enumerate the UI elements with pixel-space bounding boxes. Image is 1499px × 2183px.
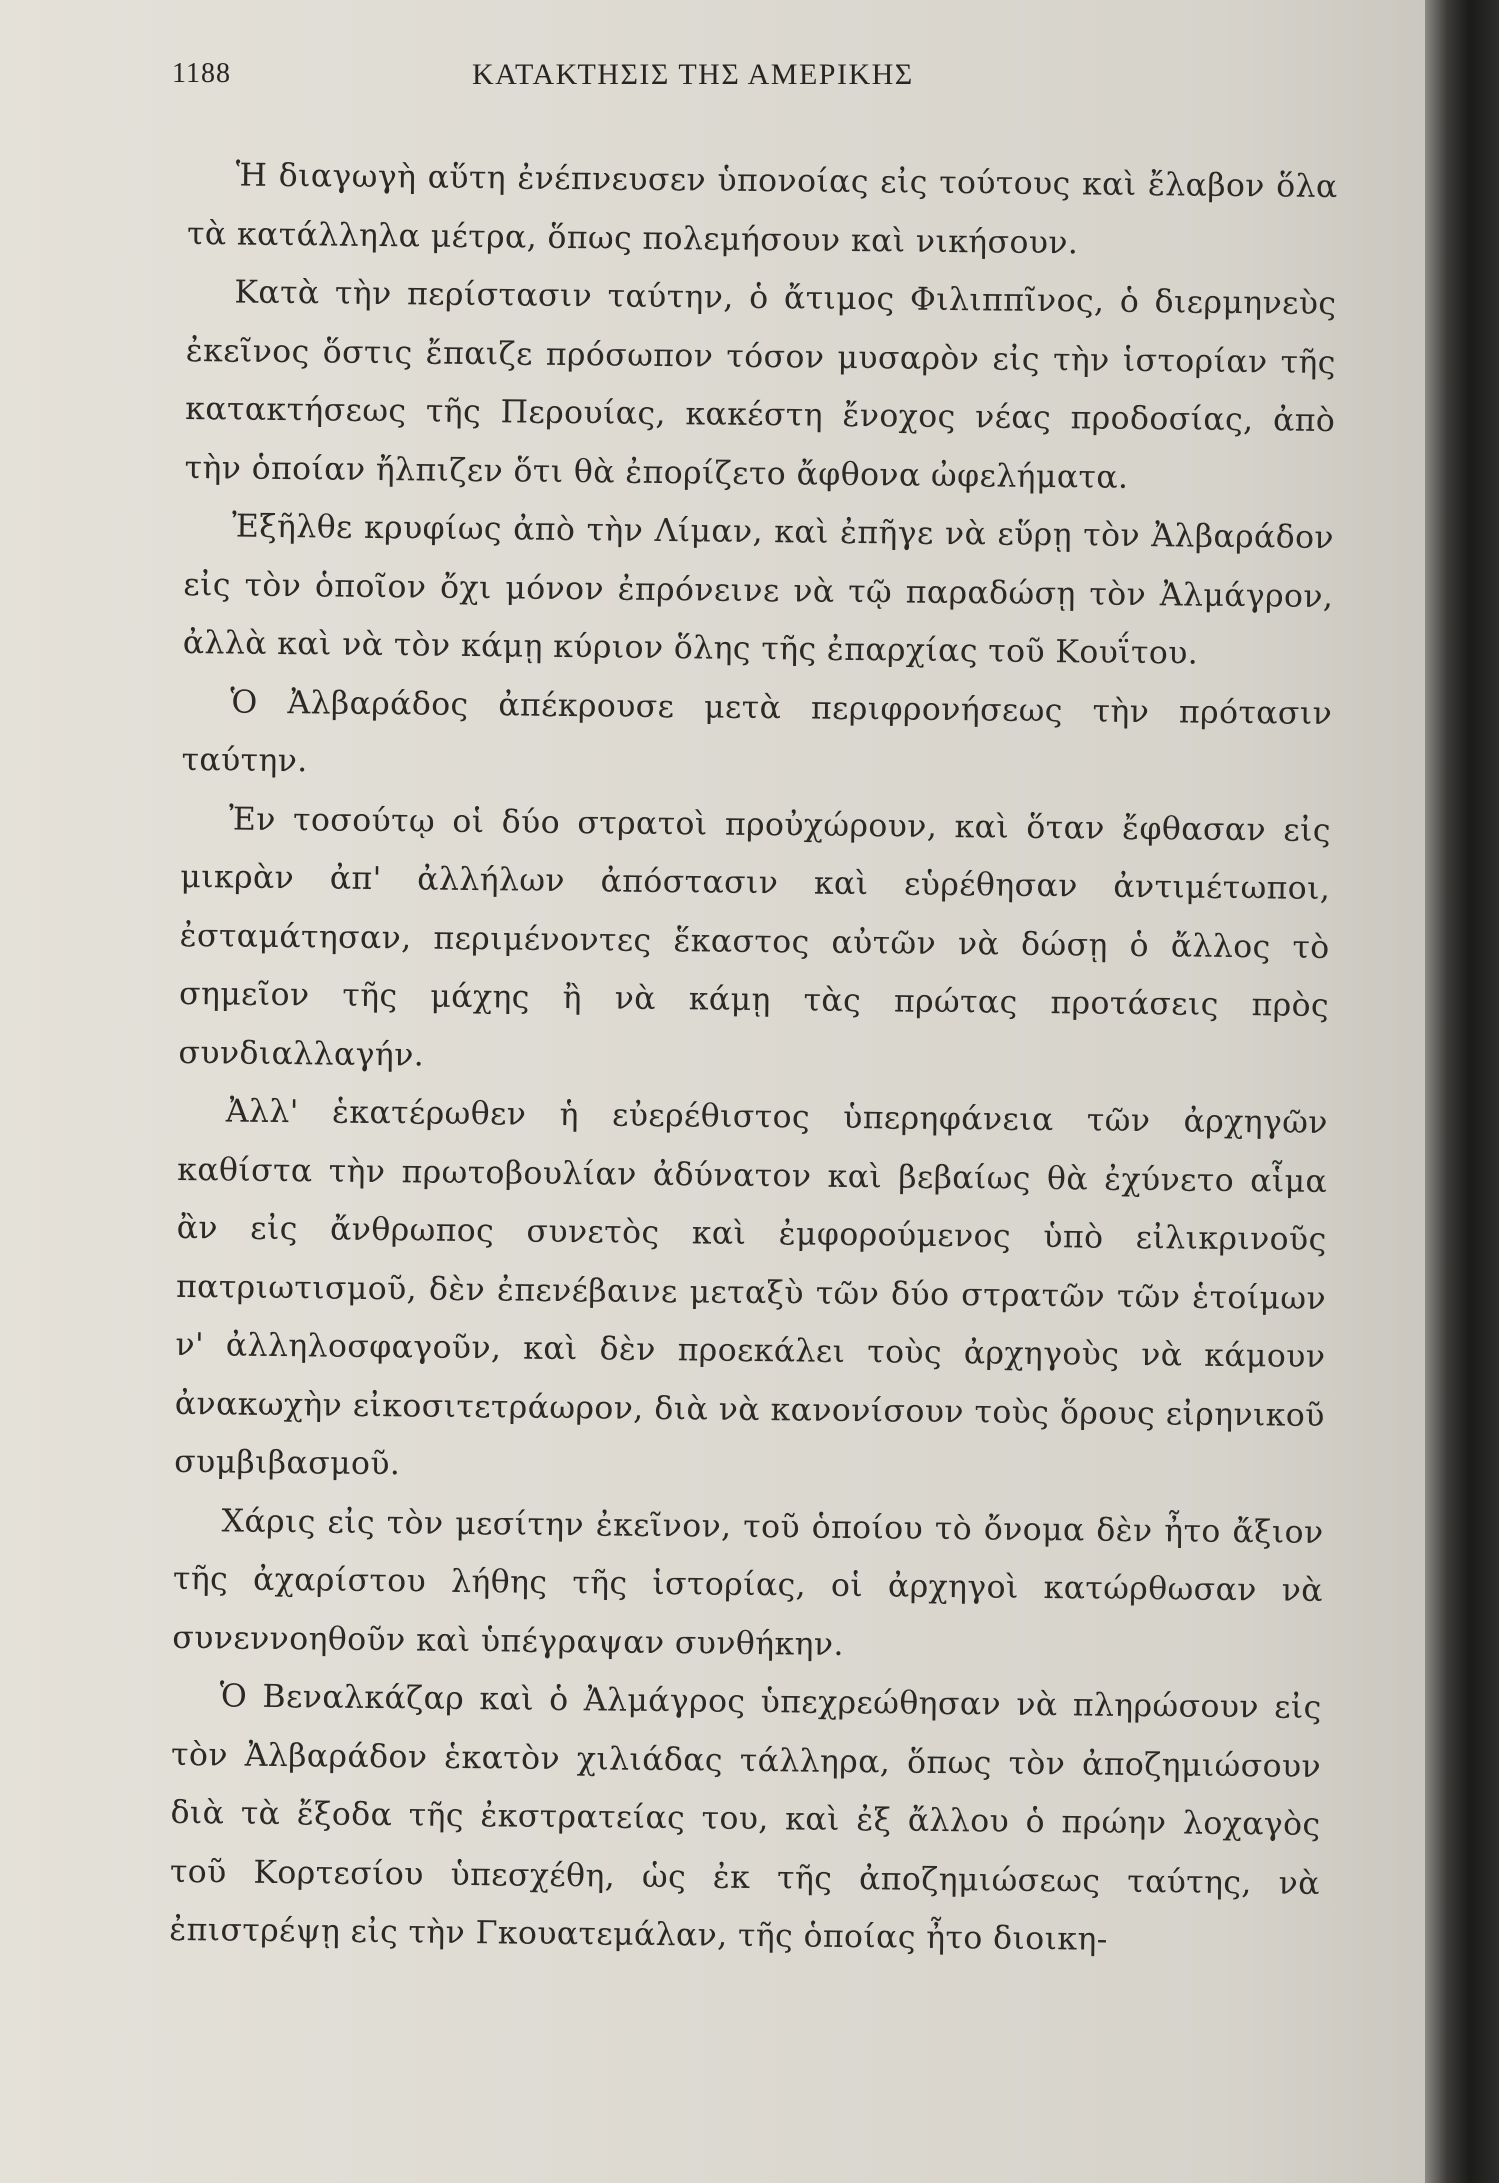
paragraph: Ἐν τοσούτῳ οἱ δύο στρατοὶ προὐχώρουν, καὶ ὅταν ἔφθασαν εἰς μικρὰν ἀπ' ἀλλήλων ἀπόστασιν καὶ εὑρέθησαν ἀντιμέτωποι, ἐσταμάτησαν, περιμένοντες ἕκαστος αὐτῶν νὰ δώσῃ ὁ ἄλλος τὸ σημεῖον τῆς μάχης ἢ νὰ κάμῃ τὰς πρώτας προτάσεις πρὸς συνδιαλλαγήν. <box>178 800 1332 1074</box>
running-title: ΚΑΤΑΚΤΗΣΙΣ ΤΗΣ ΑΜΕΡΙΚΗΣ <box>472 58 914 91</box>
paragraph: Ἐξῆλθε κρυφίως ἀπὸ τὴν Λίμαν, καὶ ἐπῆγε νὰ εὕρῃ τὸν Ἀλβαράδον εἰς τὸν ὁποῖον ὄχι μόνον ἐπρόνεινε νὰ τῷ παραδώσῃ τὸν Ἀλμάγρον, ἀλλὰ καὶ νὰ τὸν κάμῃ κύριον ὅλης τῆς ἐπαρχίας τοῦ Κουΐτου. <box>182 508 1335 672</box>
book-gutter-shadow <box>1425 0 1499 2183</box>
paragraph: Ἡ διαγωγὴ αὕτη ἐνέπνευσεν ὑπονοίας εἰς τούτους καὶ ἔλαβον ὅλα τὰ κατάλληλα μέτρα, ὅπως πολεμήσουν καὶ νικήσουν. <box>186 157 1338 261</box>
body-text <box>169 146 1338 1971</box>
running-header <box>172 56 1072 100</box>
paragraph: Ὁ Βεναλκάζαρ καὶ ὁ Ἀλμάγρος ὑπεχρεώθησαν νὰ πληρώσουν εἰς τὸν Ἀλβαράδον ἑκατὸν χιλιάδας τάλληρα, ὅπως τὸν ἀποζημιώσουν διὰ τὰ ἔξοδα τῆς ἐκστρατείας του, καὶ ἐξ ἄλλου ὁ πρώην λοχαγὸς τοῦ Κορτεσίου ὑπεσχέθη, ὡς ἐκ τῆς ἀποζημιώσεως ταύτης, νὰ ἐπιστρέψῃ εἰς τὴν Γκουατεμάλαν, τῆς ὁποίας ἦτο διοικη- <box>169 1678 1322 1958</box>
paragraph: Χάρις εἰς τὸν μεσίτην ἐκεῖνον, τοῦ ὁποίου τὸ ὄνομα δὲν ἦτο ἄξιον τῆς ἀχαρίστου λήθης τῆς ἱστορίας, οἱ ἀρχηγοὶ κατώρθωσαν νὰ συνεννοηθοῦν καὶ ὑπέγραψαν συνθήκην. <box>172 1502 1324 1663</box>
paragraph: Ὁ Ἀλβαράδος ἀπέκρουσε μετὰ περιφρονήσεως τὴν πρότασιν ταύτην. <box>181 683 1333 780</box>
paragraph: Κατὰ τὴν περίστασιν ταύτην, ὁ ἄτιμος Φιλιππῖνος, ὁ διερμηνεὺς ἐκεῖνος ὅστις ἔπαιζε πρόσωπον τόσον μυσαρὸν εἰς τὴν ἱστορίαν τῆς κατακτήσεως τῆς Περουίας, κακέστη ἔνοχος νέας προδοσίας, ἀπὸ τὴν ὁποίαν ἤλπιζεν ὅτι θὰ ἐπορίζετο ἄφθονα ὠφελήματα. <box>184 274 1337 496</box>
page-number: 1188 <box>172 58 231 89</box>
paragraph: Ἀλλ' ἑκατέρωθεν ἡ εὐερέθιστος ὑπερηφάνεια τῶν ἀρχηγῶν καθίστα τὴν πρωτοβουλίαν ἀδύνατον καὶ βεβαίως θὰ ἐχύνετο αἷμα ἂν εἰς ἄνθρωπος συνετὸς καὶ ἐμφορούμενος ὑπὸ εἰλικρινοῦς πατριωτισμοῦ, δὲν ἐπενέβαινε μεταξὺ τῶν δύο στρατῶν τῶν ἑτοίμων ν' ἀλληλοσφαγοῦν, καὶ δὲν προεκάλει τοὺς ἀρχηγοὺς νὰ κάμουν ἀνακωχὴν εἰκοσιτετράωρον, διὰ νὰ κανονίσουν τοὺς ὅρους εἰρηνικοῦ συμβιβασμοῦ. <box>174 1093 1329 1483</box>
